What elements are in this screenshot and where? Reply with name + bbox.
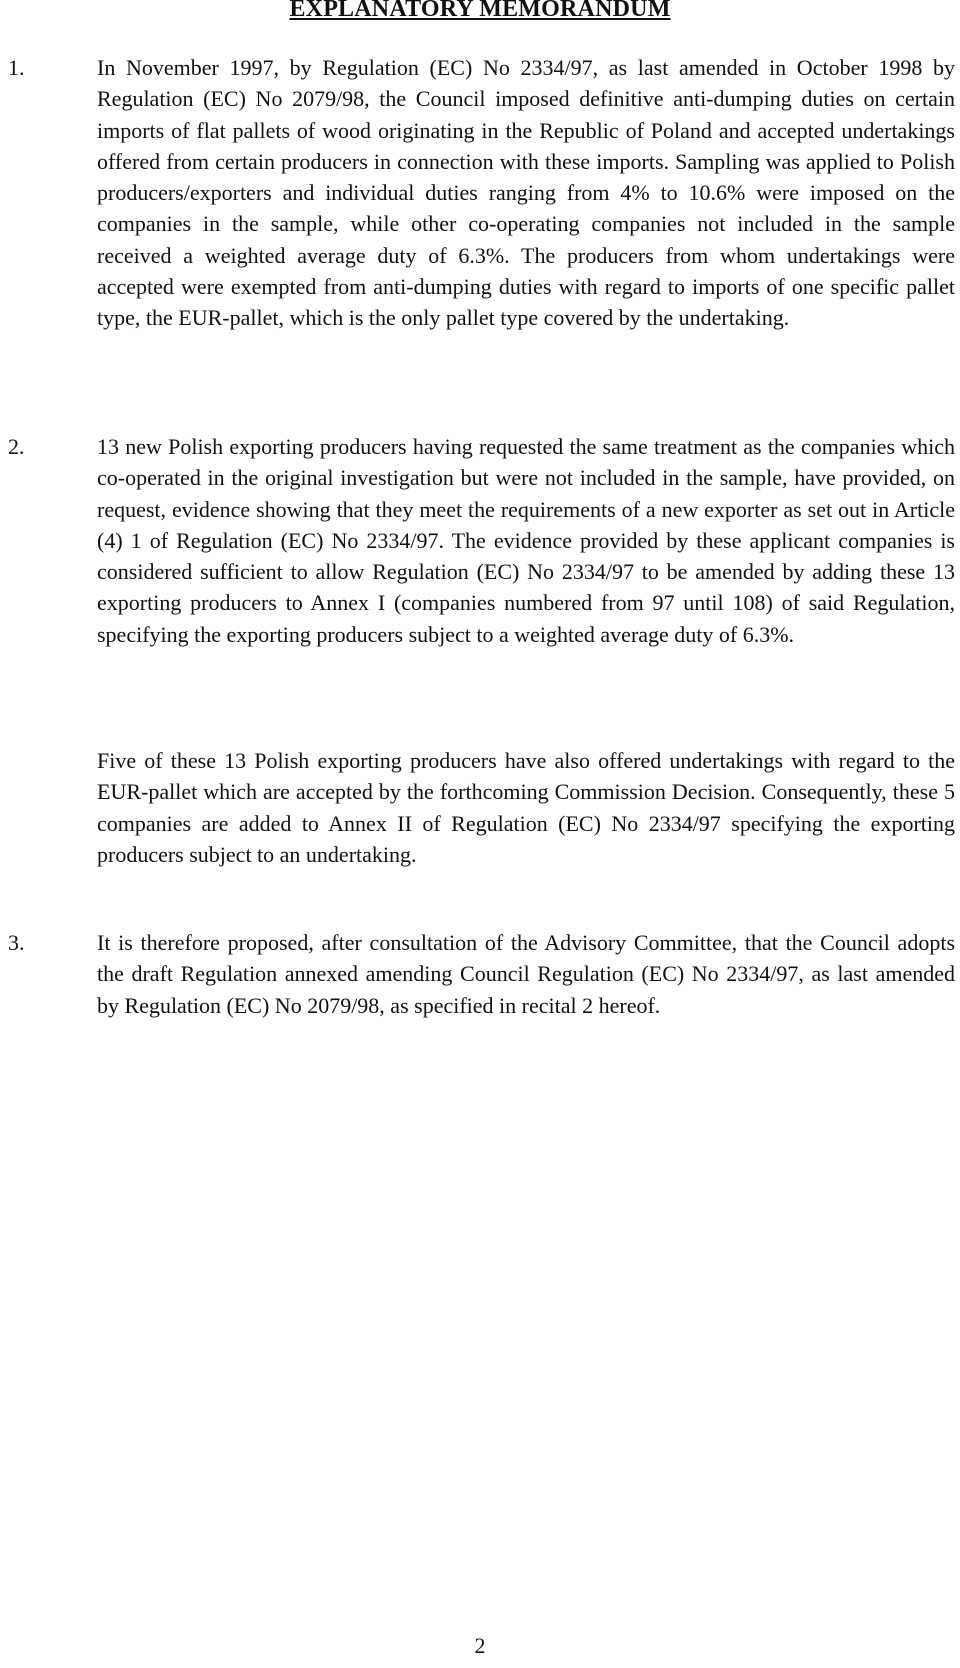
paragraph-number: 3. <box>8 930 25 955</box>
paragraph-number: 2. <box>8 434 25 459</box>
paragraph-text: Five of these 13 Polish exporting producers have also offered undertakings with regard to the EUR-pallet which are accepted by the forthcoming Commission Decision. Consequently, these 5 companies are added to Annex II of Regulation (EC) No 2334/97 specifying the exporting producers subject to an undertaking. <box>97 748 955 867</box>
paragraph-number: 1. <box>8 55 25 80</box>
paragraph-text: It is therefore proposed, after consultation of the Advisory Committee, that the Council adopts the draft Regulation annexed amending Council Regulation (EC) No 2334/97, as last amended by Regulation (EC) No 2079/98, as specified in recital 2 hereof. <box>97 930 955 1018</box>
page-title: EXPLANATORY MEMORANDUM <box>289 0 671 22</box>
page-number: 2 <box>474 1633 486 1658</box>
paragraph-text: 13 new Polish exporting producers having requested the same treatment as the companies which co-operated in the original investigation but were not included in the sample, have provided, on request, evidence showing that they meet the requirements of a new exporter as set out in Article (4) 1 of Regulation (EC) No 2334/97. The evidence provided by these applicant companies is considered sufficient to allow Regulation (EC) No 2334/97 to be amended by adding these 13 exporting producers to Annex I (companies numbered from 97 until 108) of said Regulation, specifying the exporting producers subject to a weighted average duty of 6.3%. <box>97 434 955 647</box>
paragraph-text: In November 1997, by Regulation (EC) No 2334/97, as last amended in October 1998 by Regulation (EC) No 2079/98, the Council imposed definitive anti-dumping duties on certain imports of flat pallets of wood originating in the Republic of Poland and accepted undertakings offered from certain producers in connection with these imports. Sampling was applied to Polish producers/exporters and individual duties ranging from 4% to 10.6% were imposed on the companies in the sample, while other co-operating companies not included in the sample received a weighted average duty of 6.3%. The producers from whom undertakings were accepted were exempted from anti-dumping duties with regard to imports of one specific pallet type, the EUR-pallet, which is the only pallet type covered by the undertaking. <box>97 55 955 331</box>
